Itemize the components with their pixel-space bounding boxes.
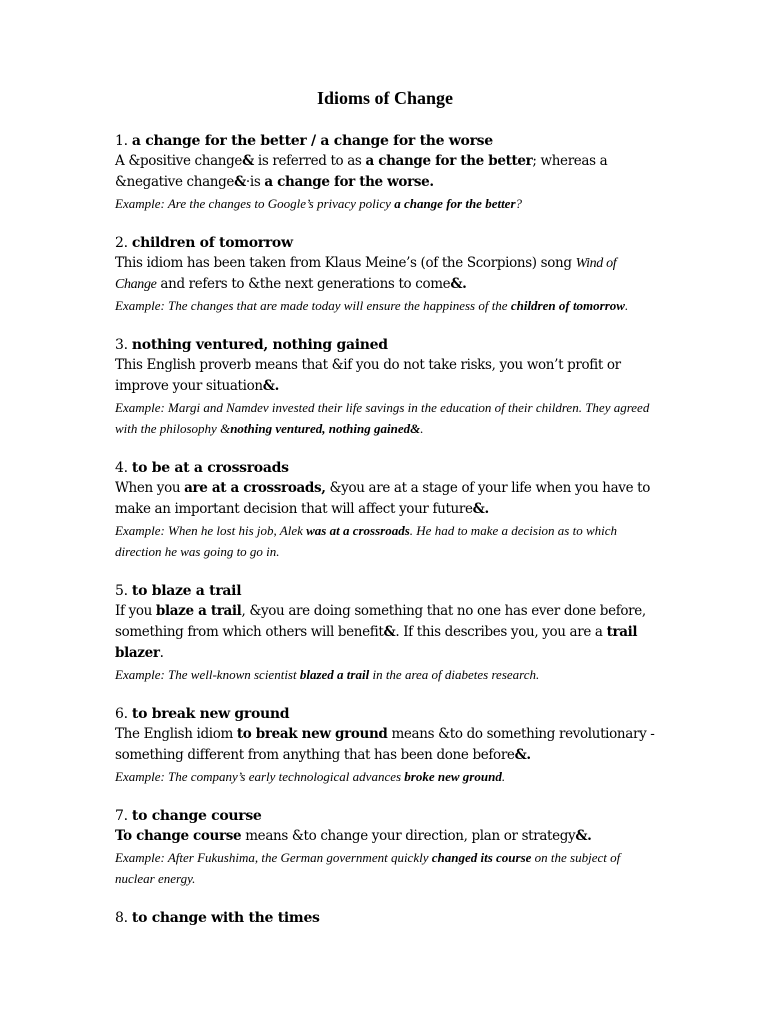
text-run: Example: Margi and Namdev invested their life savings in the education of their children. They agreed with the philosophy &	[115, 400, 650, 436]
idiom-title: nothing ventured, nothing gained	[131, 337, 388, 353]
text-run: .	[159, 645, 164, 661]
text-run: changed its course	[431, 850, 532, 865]
text-run: broke new ground	[404, 769, 502, 784]
idiom-title: to change course	[131, 808, 262, 824]
text-run: &.	[575, 828, 592, 844]
idiom-title: children of tomorrow	[131, 235, 293, 251]
idiom-entry	[115, 458, 655, 562]
idiom-definition	[115, 826, 655, 847]
idiom-entry	[115, 131, 655, 214]
idiom-title: to break new ground	[131, 706, 290, 722]
idiom-entry	[115, 335, 655, 439]
text-run: &	[410, 421, 421, 436]
idiom-heading	[115, 704, 655, 724]
text-run: blazed a trail	[299, 667, 370, 682]
text-run: &	[242, 153, 254, 169]
text-run: . He had to make a decision as to which direction he was going to go in.	[115, 523, 618, 559]
text-run: blaze a trail	[155, 603, 242, 619]
text-run: to break new ground	[236, 726, 388, 742]
text-run: trail blazer	[115, 624, 638, 661]
idiom-example	[115, 766, 655, 787]
text-run: on the subject of nuclear energy.	[115, 850, 621, 886]
text-run: means &to change your direction, plan or strategy	[241, 828, 576, 844]
text-run: Example: The well-known scientist	[115, 667, 300, 682]
text-run: ·is	[245, 174, 265, 190]
idiom-heading	[115, 131, 655, 151]
idiom-definition	[115, 253, 655, 295]
text-run: When you	[115, 480, 185, 496]
text-run: . If this describes you, you are a	[395, 624, 607, 640]
idiom-number: 3.	[115, 337, 132, 353]
idiom-number: 1.	[115, 133, 132, 149]
text-run: was at a crossroads	[306, 523, 410, 538]
idiom-entry	[115, 908, 655, 928]
text-run: ; whereas a &negative change	[115, 153, 608, 190]
text-run: &you are at a stage of your life when you have to make an important decision that will affect your future	[115, 480, 651, 517]
idiom-definition	[115, 478, 655, 520]
idiom-heading	[115, 806, 655, 826]
text-run: Example: After Fukushima, the German government quickly	[115, 850, 432, 865]
idiom-number: 4.	[115, 460, 132, 476]
text-run: &.	[450, 276, 467, 292]
idiom-title: to change with the times	[131, 910, 320, 926]
idiom-heading	[115, 458, 655, 478]
text-run: .	[624, 298, 629, 313]
idiom-example	[115, 397, 655, 439]
idiom-entry	[115, 581, 655, 685]
text-run: &	[234, 174, 246, 190]
idiom-heading	[115, 233, 655, 253]
text-run: is referred to as	[253, 153, 366, 169]
idiom-entry	[115, 233, 655, 316]
idiom-number: 7.	[115, 808, 132, 824]
idiom-example	[115, 664, 655, 685]
idiom-definition	[115, 355, 655, 397]
idiom-number: 8.	[115, 910, 132, 926]
text-run: a change for the better	[365, 153, 533, 169]
text-run: Example: When he lost his job, Alek	[115, 523, 307, 538]
text-run: and refers to &the next generations to come	[156, 276, 451, 292]
text-run: The English idiom	[115, 726, 237, 742]
text-run: A &positive change	[115, 153, 243, 169]
text-run: means &to do something revolutionary - something different from anything that has been done before	[115, 726, 655, 763]
idiom-example	[115, 295, 655, 316]
idiom-example	[115, 193, 655, 214]
idiom-heading	[115, 581, 655, 601]
idiom-title: to blaze a trail	[131, 583, 242, 599]
idiom-definition	[115, 724, 655, 766]
idiom-heading	[115, 335, 655, 355]
idiom-number: 5.	[115, 583, 132, 599]
text-run: Example: The company’s early technological advances	[115, 769, 405, 784]
text-run: Example: The changes that are made today will ensure the happiness of the	[115, 298, 511, 313]
idiom-number: 2.	[115, 235, 132, 251]
idiom-title: a change for the better / a change for the worse	[131, 133, 493, 149]
idiom-entry	[115, 704, 655, 787]
text-run: To change course	[115, 828, 242, 844]
text-run: nothing ventured, nothing gained	[230, 421, 411, 436]
text-run: This English proverb means that &if you do not take risks, you won’t profit or improve your situation	[115, 357, 621, 394]
idiom-definition	[115, 151, 655, 193]
text-run: a change for the better	[394, 196, 516, 211]
text-run: children of tomorrow	[510, 298, 625, 313]
text-run: &.	[262, 378, 279, 394]
idiom-example	[115, 847, 655, 889]
document-page	[115, 86, 655, 947]
text-run: ?	[515, 196, 523, 211]
text-run: &.	[472, 501, 489, 517]
idiom-number: 6.	[115, 706, 132, 722]
text-run: in the area of diabetes research.	[369, 667, 540, 682]
document-title: Idioms of Change	[316, 88, 454, 108]
idiom-example	[115, 520, 655, 562]
idiom-heading	[115, 908, 655, 928]
text-run: Wind of Change	[115, 256, 617, 292]
text-run: , &you are doing something that no one has ever done before, something from which others will benefit	[115, 603, 646, 640]
text-run: &.	[514, 747, 531, 763]
idiom-entry	[115, 806, 655, 889]
text-run: &	[383, 624, 396, 640]
idiom-list	[115, 131, 655, 928]
text-run: If you	[115, 603, 156, 619]
text-run: a change for the worse.	[264, 174, 434, 190]
text-run: Example: Are the changes to Google’s privacy policy	[115, 196, 395, 211]
text-run: This idiom has been taken from Klaus Meine’s (of the Scorpions) song	[115, 255, 576, 271]
text-run: .	[501, 769, 506, 784]
idiom-title: to be at a crossroads	[131, 460, 289, 476]
text-run: are at a crossroads,	[184, 480, 326, 496]
idiom-definition	[115, 601, 655, 664]
text-run: .	[420, 421, 424, 436]
